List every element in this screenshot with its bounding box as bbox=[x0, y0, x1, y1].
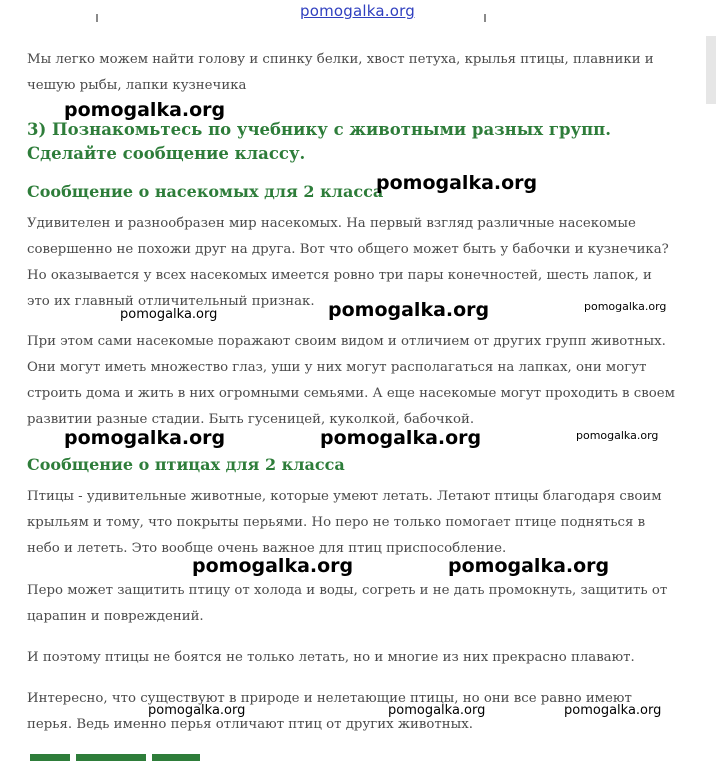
watermark: pomogalka.org bbox=[328, 299, 490, 321]
intro-paragraph: Мы легко можем найти голову и спинку белки, хвост петуха, крылья птицы, плавники и чешую рыбы, лапки кузнечика bbox=[27, 52, 654, 93]
cut-mark bbox=[484, 14, 486, 22]
birds-paragraph-3: И поэтому птицы не боятся не только летать, но и многие из них прекрасно плавают. bbox=[27, 650, 635, 665]
watermark: pomogalka.org bbox=[120, 307, 218, 322]
watermark: pomogalka.org bbox=[448, 555, 610, 577]
scrollbar-track[interactable] bbox=[706, 36, 716, 104]
watermark: pomogalka.org bbox=[64, 99, 226, 121]
cut-mark bbox=[96, 14, 98, 22]
insects-heading: Сообщение о насекомых для 2 класса bbox=[27, 182, 384, 201]
watermark: pomogalka.org bbox=[320, 427, 482, 449]
watermark: pomogalka.org bbox=[192, 555, 354, 577]
watermark: pomogalka.org bbox=[576, 429, 659, 442]
insects-paragraph-2: При этом сами насекомые поражают своим видом и отличием от других групп животных. Они могут иметь множество глаз, уши у них могут располагаться на лапках, они могут строить дома и жить в них огромными семьями. А еще насекомые могут проходить в своем развитии разные стадии. Быть гусеницей, куколкой, бабочкой. bbox=[27, 334, 675, 427]
site-banner-link[interactable]: pomogalka.org bbox=[300, 2, 415, 20]
watermark: pomogalka.org bbox=[64, 427, 226, 449]
watermark: pomogalka.org bbox=[584, 300, 667, 313]
watermark: pomogalka.org bbox=[376, 172, 538, 194]
watermark: pomogalka.org bbox=[564, 703, 662, 718]
cut-off-heading bbox=[30, 750, 200, 761]
birds-paragraph-2: Перо может защитить птицу от холода и воды, согреть и не дать промокнуть, защитить от царапин и повреждений. bbox=[27, 583, 668, 624]
task-heading: 3) Познакомьтесь по учебнику с животными разных групп. Сделайте сообщение классу. bbox=[27, 120, 611, 163]
watermark: pomogalka.org bbox=[148, 703, 246, 718]
birds-paragraph-1: Птицы - удивительные животные, которые умеют летать. Летают птицы благодаря своим крыльям и тому, что покрыты перьями. Но перо не только помогает птице подняться в небо и лететь. Это вообще очень важное для птиц приспособление. bbox=[27, 489, 662, 556]
watermark: pomogalka.org bbox=[388, 703, 486, 718]
birds-paragraph-4: Интересно, что существуют в природе и нелетающие птицы, но они все равно имеют перья. Ведь именно перья отличают птиц от других животных. bbox=[27, 691, 632, 732]
birds-heading: Сообщение о птицах для 2 класса bbox=[27, 455, 345, 474]
insects-paragraph-1: Удивителен и разнообразен мир насекомых. На первый взгляд различные насекомые совершенно не похожи друг на друга. Вот что общего может быть у бабочки и кузнечика? Но оказывается у всех насекомых имеется ровно три пары конечностей, шесть лапок, и это их главный отличительный признак. bbox=[27, 216, 669, 309]
